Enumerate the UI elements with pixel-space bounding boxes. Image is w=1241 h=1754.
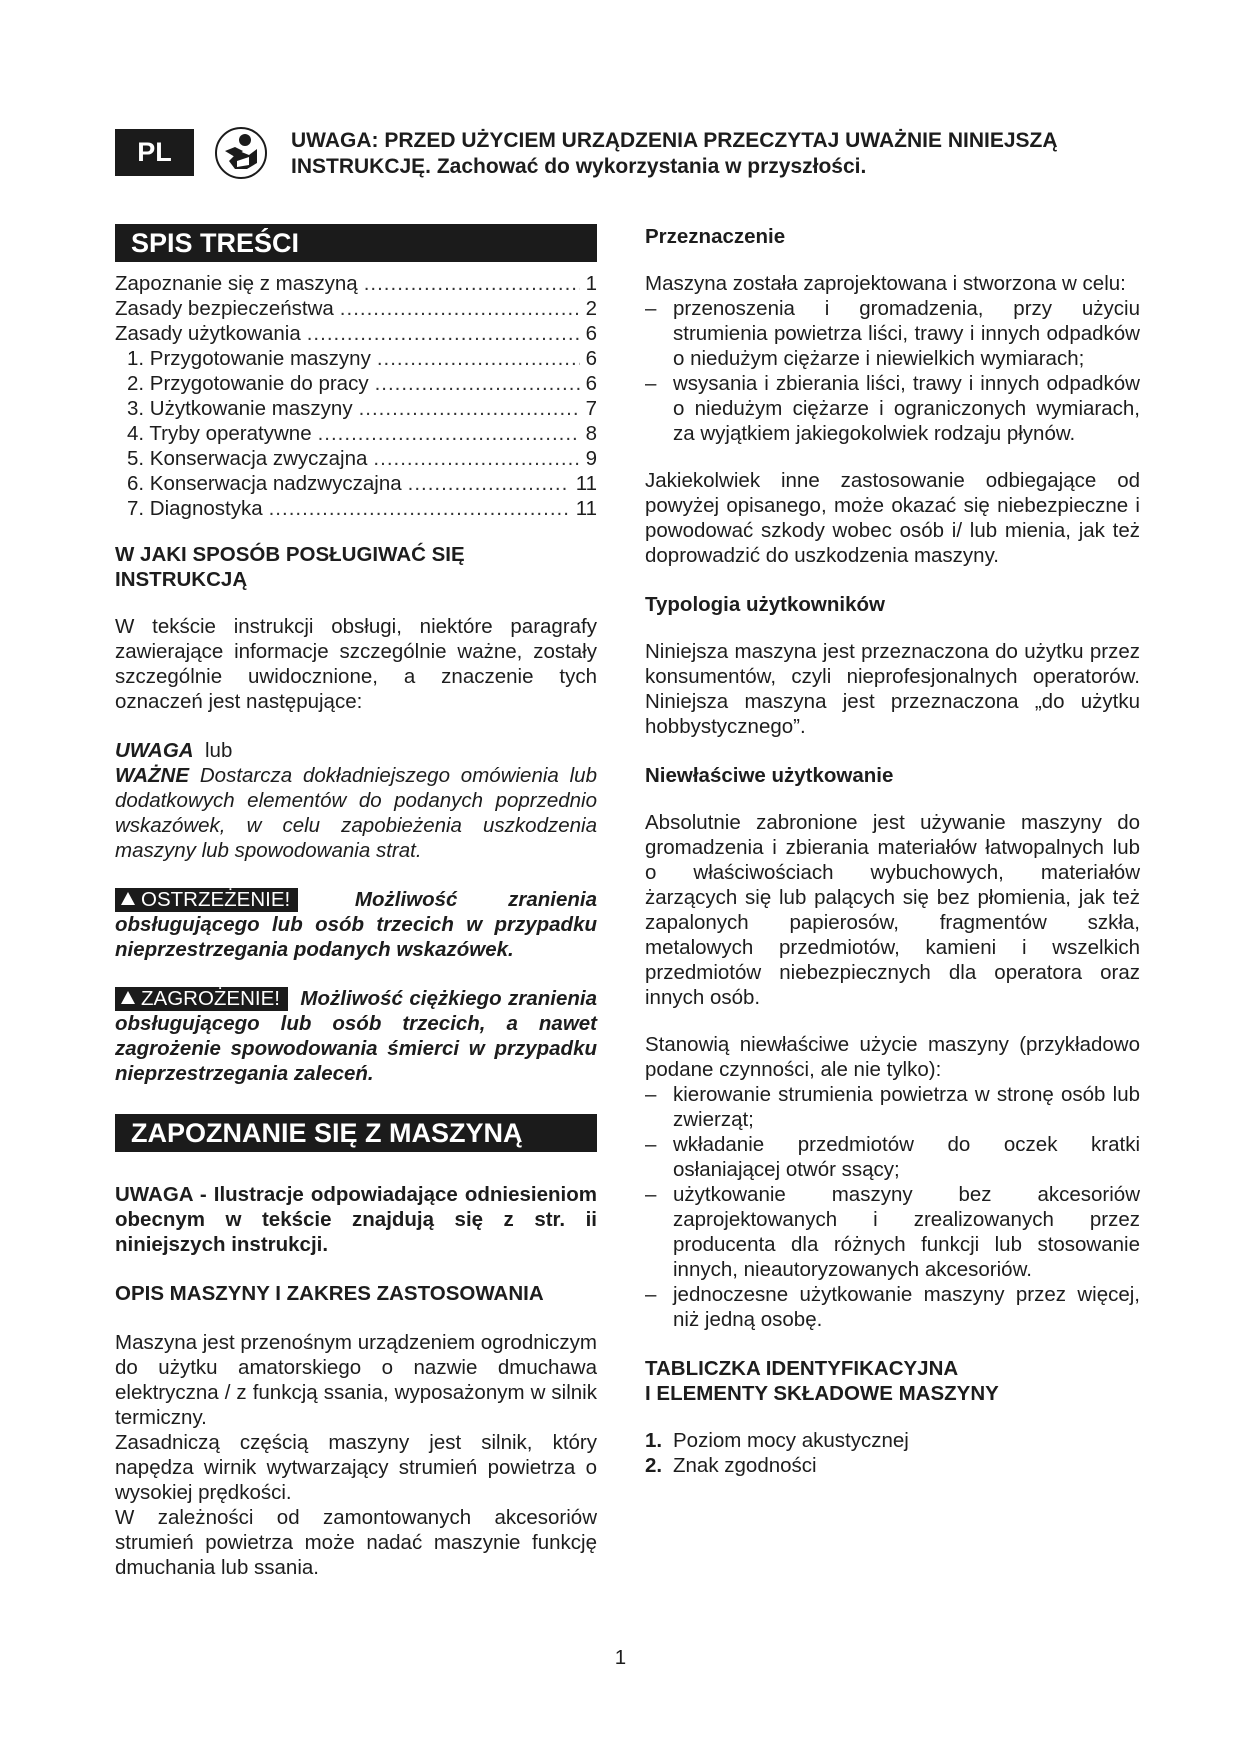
danger-tag: ZAGROŻENIE! xyxy=(115,987,288,1011)
list-item: 1. Poziom mocy akustycznej xyxy=(645,1429,909,1452)
manual-warning-line1: UWAGA: PRZED UŻYCIEM URZĄDZENIA PRZECZYTAJ UWAŻNIE NINIEJSZĄ xyxy=(291,129,1058,152)
misuse-list xyxy=(645,1082,1140,1332)
misuse-heading: Niewłaściwe użytkowanie xyxy=(645,764,894,787)
desc-paragraph-2: Zasadniczą częścią maszyny jest silnik, który napędza wirnik wytwarzający strumień powietrza o wysokiej prędkości. xyxy=(115,1431,597,1504)
toc-item[interactable]: 5. Konserwacja zwyczajna ..... 9 xyxy=(115,446,597,471)
purpose-intro: Maszyna została zaprojektowana i stworzona w celu: xyxy=(645,272,1126,295)
right-column xyxy=(645,224,1140,1478)
desc-heading: OPIS MASZYNY I ZAKRES ZASTOSOWANIA xyxy=(115,1282,544,1305)
list-item: – jednoczesne użytkowanie maszyny przez więcej, niż jedną osobę. xyxy=(645,1282,1140,1332)
page-number: 1 xyxy=(614,1646,627,1669)
language-badge: PL xyxy=(115,129,194,176)
how-to-text: W tekście instrukcji obsługi, niektóre paragrafy zawierające informacje szczególnie ważne, zostały szczególnie uwidocznione, a znaczenie tych oznaczeń jest następujące: xyxy=(115,615,597,713)
toc-item[interactable]: Zasady użytkowania ..... 6 xyxy=(115,321,597,346)
purpose-list xyxy=(645,296,1140,446)
toc-item[interactable]: 3. Użytkowanie maszyny ..... 7 xyxy=(115,396,597,421)
plate-list xyxy=(645,1428,1140,1478)
warning-text: Możliwość zranienia obsługującego lub osób trzecich w przypadku nieprzestrzegania podanych wskazówek. xyxy=(115,888,597,961)
desc-paragraph-1: Maszyna jest przenośnym urządzeniem ogrodniczym do użytku amatorskiego o nazwie dmuchawa elektryczna / z funkcją ssania, wyposażonym w silnik termiczny. xyxy=(115,1331,597,1429)
list-item: – użytkowanie maszyny bez akcesoriów zaprojektowanych i zrealizowanych przez producenta dla różnych funkcji lub stosowanie innych, nieautoryzowanych akcesoriów. xyxy=(645,1182,1140,1282)
toc-item[interactable]: Zasady bezpieczeństwa ..... 2 xyxy=(115,296,597,321)
warning-triangle-icon xyxy=(121,892,135,905)
users-heading: Typologia użytkowników xyxy=(645,593,885,616)
toc-item[interactable]: 2. Przygotowanie do pracy ..... 6 xyxy=(115,371,597,396)
danger-block xyxy=(115,986,597,1086)
note-uwaga-label: UWAGA xyxy=(115,739,194,762)
misuse-intro: Stanowią niewłaściwe użycie maszyny (przykładowo podane czynności, ale nie tylko): xyxy=(645,1033,1140,1081)
list-item: – kierowanie strumienia powietrza w stronę osób lub zwierząt; xyxy=(645,1082,1140,1132)
list-item: 2. Znak zgodności xyxy=(645,1454,817,1477)
danger-triangle-icon xyxy=(121,991,135,1004)
intro-note: UWAGA - Ilustracje odpowiadające odniesieniom obecnym w tekście znajdują się z str. ii niniejszych instrukcji. xyxy=(115,1183,597,1256)
toc-title: SPIS TREŚCI xyxy=(115,224,597,262)
read-manual-icon xyxy=(215,127,267,179)
intro-title: ZAPOZNANIE SIĘ Z MASZYNĄ xyxy=(115,1114,597,1152)
purpose-other: Jakiekolwiek inne zastosowanie odbiegające od powyżej opisanego, może okazać się niebezpieczne i powodować szkody wobec osób i/ lub mienia, jak też doprowadzić do uszkodzenia maszyny. xyxy=(645,469,1140,567)
misuse-text: Absolutnie zabronione jest używanie maszyny do gromadzenia i zbierania materiałów łatwopalnych lub o właściwościach wybuchowych, materiałów żarzących się lub palących się bez płomienia, jak też zapalonych papierosów, fragmentów szkła, metalowych przedmiotów, kamieni i wszelkich przedmiotów niebezpiecznych dla operatora oraz innych osób. xyxy=(645,811,1140,1009)
list-item: – przenoszenia i gromadzenia, przy użyciu strumienia powietrza liści, trawy i innych odpadków o niedużym ciężarze i niewielkich wymiarach; xyxy=(645,296,1140,371)
danger-text: Możliwość ciężkiego zranienia obsługującego lub osób trzecich, a nawet zagrożenie spowodowania śmierci w przypadku nieprzestrzegania zaleceń. xyxy=(115,987,597,1085)
manual-warning xyxy=(291,128,1171,180)
toc-item[interactable]: 1. Przygotowanie maszyny ..... 6 xyxy=(115,346,597,371)
toc-item[interactable]: 4. Tryby operatywne ..... 8 xyxy=(115,421,597,446)
purpose-heading: Przeznaczenie xyxy=(645,225,786,248)
users-text: Niniejsza maszyna jest przeznaczona do użytku przez konsumentów, czyli nieprofesjonalnych operatorów. Niniejsza maszyna jest przeznaczona „do użytku hobbystycznego”. xyxy=(645,640,1140,738)
toc-item[interactable]: Zapoznanie się z maszyną ..... 1 xyxy=(115,271,597,296)
warning-block xyxy=(115,887,597,962)
note-lub: lub xyxy=(204,739,233,762)
note-block xyxy=(115,738,597,863)
plate-heading: TABLICZKA IDENTYFIKACYJNA I ELEMENTY SKŁADOWE MASZYNY xyxy=(645,1357,999,1405)
list-item: – wsysania i zbierania liści, trawy i innych odpadków o niedużym ciężarze i ograniczonych wymiarach, za wyjątkiem jakiegokolwiek rodzaju płynów. xyxy=(645,371,1140,446)
toc-item[interactable]: 7. Diagnostyka ..... 11 xyxy=(115,496,597,521)
list-item: – wkładanie przedmiotów do oczek kratki osłaniającej otwór ssący; xyxy=(645,1132,1140,1182)
toc-list xyxy=(115,271,597,521)
warning-tag: OSTRZEŻENIE! xyxy=(115,888,298,912)
note-text: Dostarcza dokładniejszego omówienia lub dodatkowych elementów do podanych poprzednio wskazówek, w celu zapobieżenia uszkodzenia maszyny lub spowodowania strat. xyxy=(115,764,597,862)
manual-warning-line2: INSTRUKCJĘ. Zachować do wykorzystania w przyszłości. xyxy=(291,155,867,178)
left-column xyxy=(115,224,597,1580)
desc-paragraph-3: W zależności od zamontowanych akcesoriów strumień powietrza może nadać maszynie funkcję dmuchania lub ssania. xyxy=(115,1506,597,1579)
toc-item[interactable]: 6. Konserwacja nadzwyczajna ..... 11 xyxy=(115,471,597,496)
note-wazne-label: WAŻNE xyxy=(115,764,190,787)
how-to-heading: W JAKI SPOSÓB POSŁUGIWAĆ SIĘ INSTRUKCJĄ xyxy=(115,543,465,591)
